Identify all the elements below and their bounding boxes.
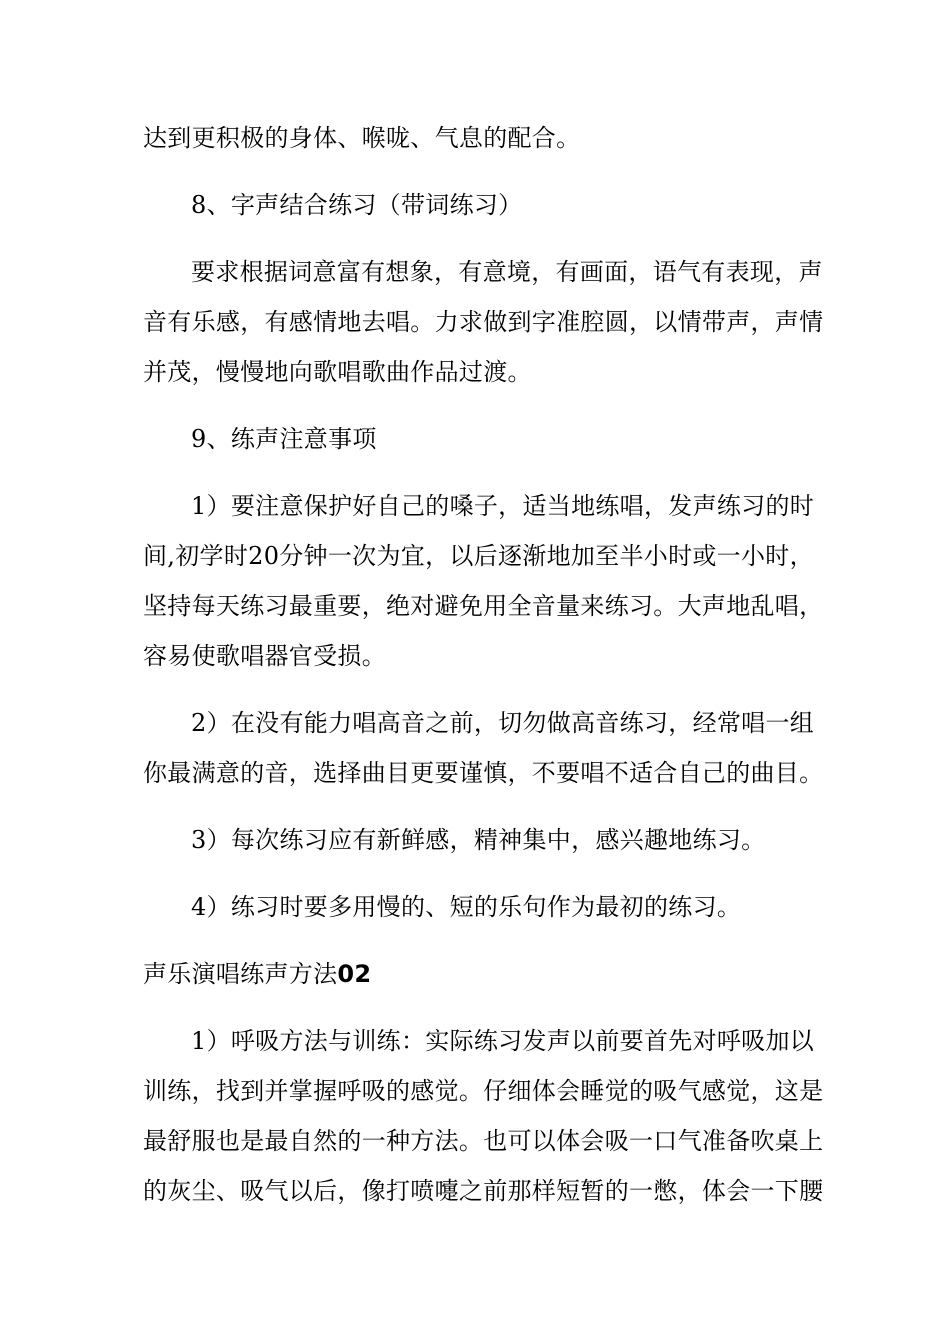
paragraph-line: 达到更积极的身体、喉咙、气息的配合。 xyxy=(143,124,581,152)
paragraph-line: 要求根据词意富有想象，有意境，有画面，语气有表现，声 xyxy=(191,258,823,286)
section-title-number: 02 xyxy=(337,960,372,988)
paragraph-line: 间,初学时20分钟一次为宜，以后逐渐地加至半小时或一小时， xyxy=(143,542,814,570)
paragraph-line: 1）要注意保护好自己的嗓子，适当地练唱，发声练习的时 xyxy=(191,492,815,520)
paragraph-line: 你最满意的音，选择曲目更要谨慎，不要唱不适合自己的曲目。 xyxy=(143,759,824,787)
paragraph-line: 并茂，慢慢地向歌唱歌曲作品过渡。 xyxy=(143,358,532,386)
section-title xyxy=(143,959,371,989)
paragraph-line: 4）练习时要多用慢的、短的乐句作为最初的练习。 xyxy=(191,893,742,921)
paragraph-line: 音有乐感，有感情地去唱。力求做到字准腔圆，以情带声，声情 xyxy=(143,308,824,336)
paragraph-line: 3）每次练习应有新鲜感，精神集中，感兴趣地练习。 xyxy=(191,826,766,854)
section-title-text: 声乐演唱练声方法 xyxy=(143,960,338,988)
paragraph-line: 的灰尘、吸气以后，像打喷嚏之前那样短暂的一憋，体会一下腰 xyxy=(143,1177,824,1205)
paragraph-line: 坚持每天练习最重要，绝对避免用全音量来练习。大声地乱唱， xyxy=(143,592,824,620)
paragraph-line: 1）呼吸方法与训练：实际练习发声以前要首先对呼吸加以 xyxy=(191,1027,815,1055)
paragraph-line: 训练，找到并掌握呼吸的感觉。仔细体会睡觉的吸气感觉，这是 xyxy=(143,1077,824,1105)
paragraph-line: 最舒服也是最自然的一种方法。也可以体会吸一口气准备吹桌上 xyxy=(143,1127,824,1155)
paragraph-line: 2）在没有能力唱高音之前，切勿做高音练习，经常唱一组 xyxy=(191,709,815,737)
section-heading-9: 9、练声注意事项 xyxy=(191,425,377,453)
section-heading-8: 8、字声结合练习（带词练习） xyxy=(191,191,523,219)
paragraph-line: 容易使歌唱器官受损。 xyxy=(143,642,386,670)
